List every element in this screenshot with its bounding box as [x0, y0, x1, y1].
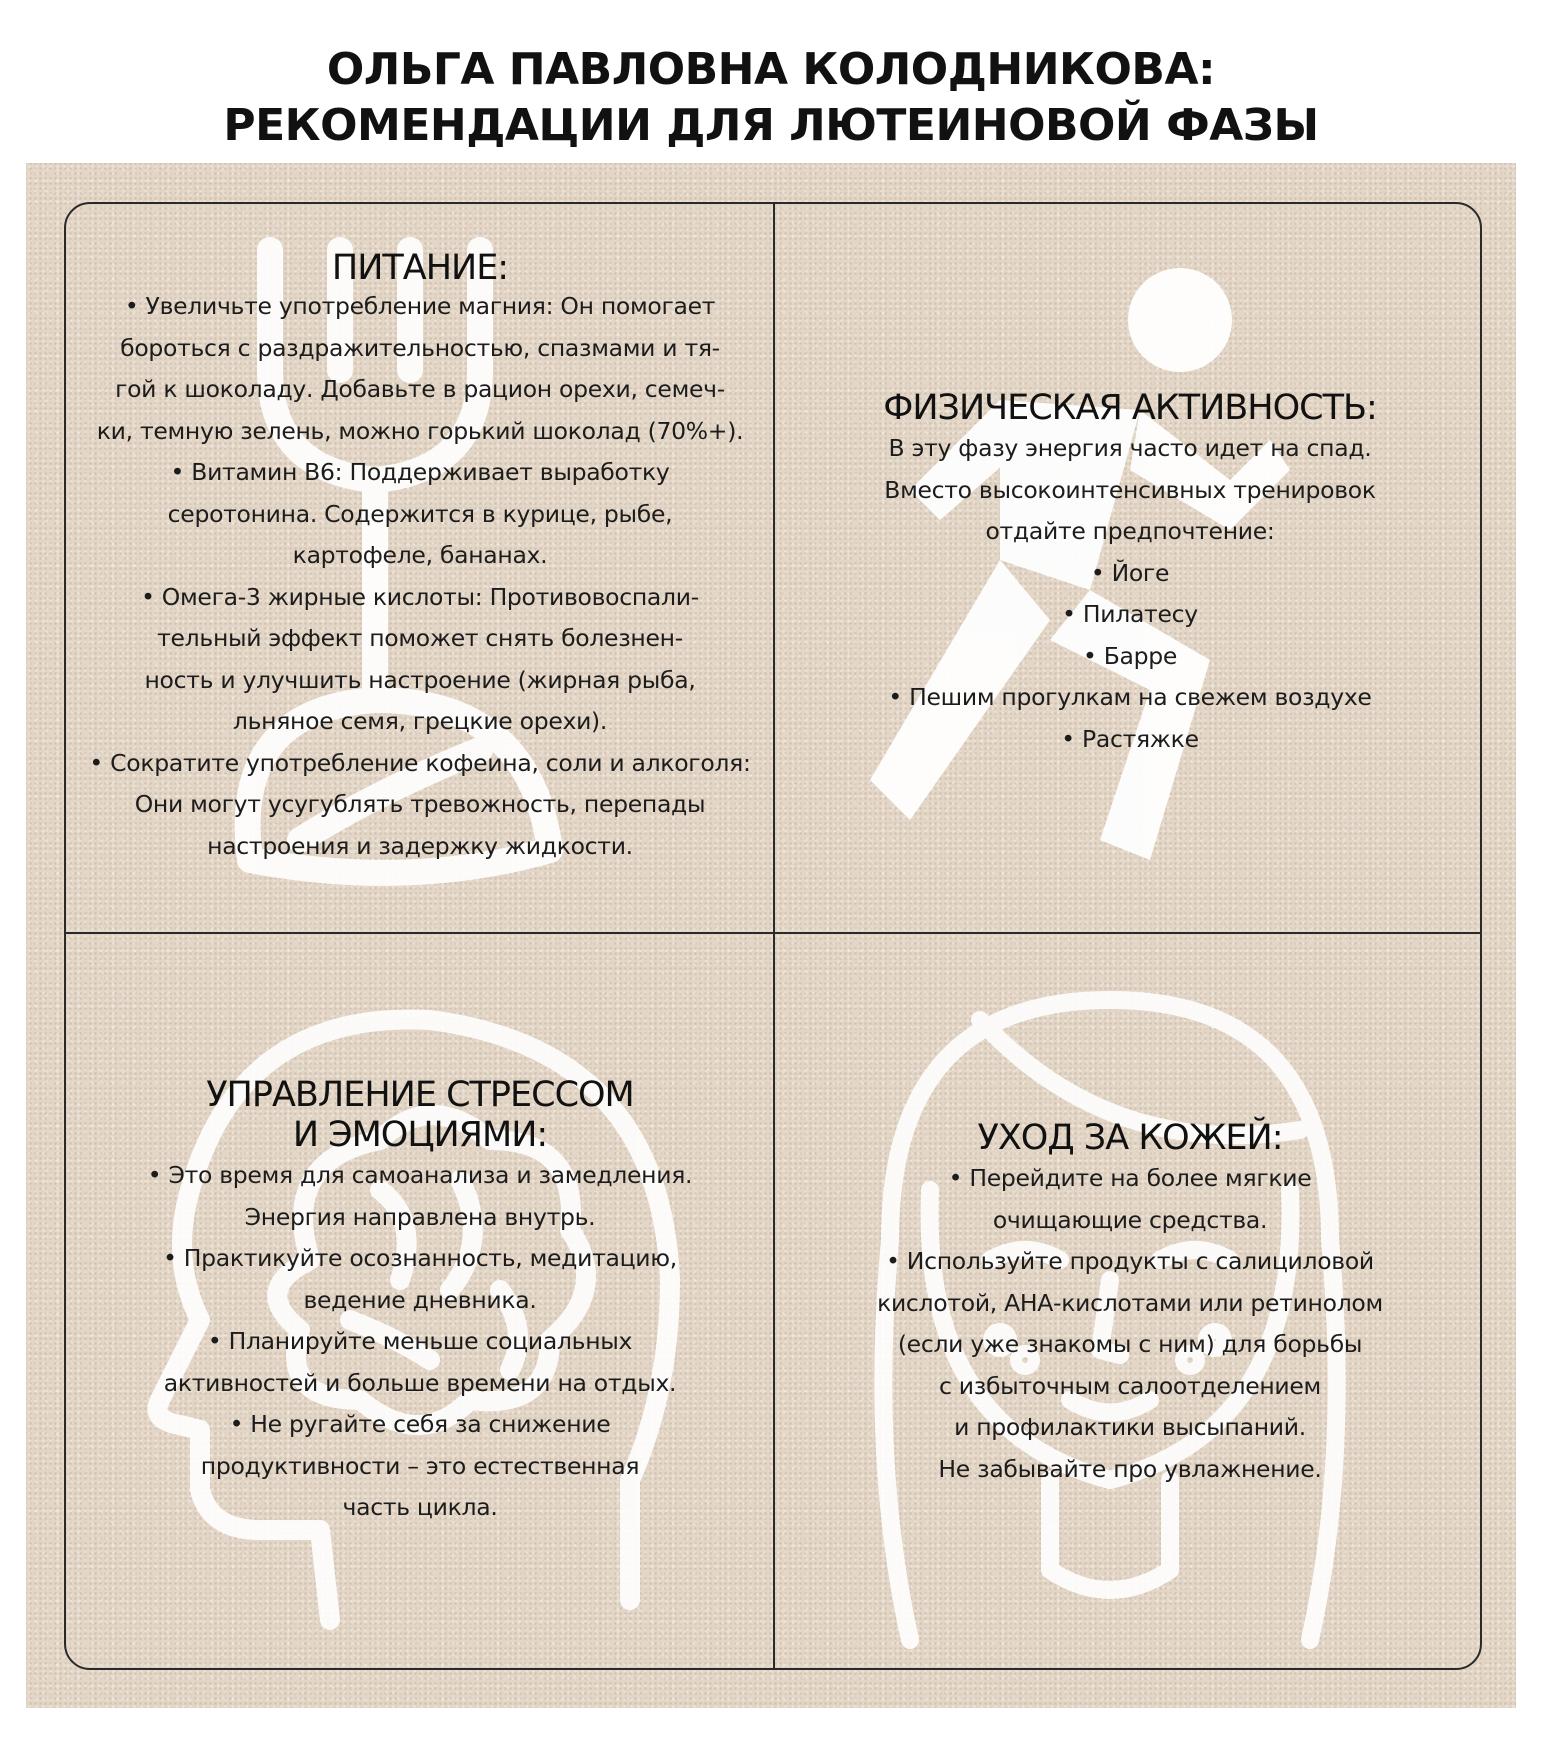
nutrition-line: Они могут усугублять тревожность, перепады: [134, 790, 706, 818]
stress-line: продуктивности – это естественная: [200, 1451, 640, 1480]
nutrition-line: • Сократите употребление кофеина, соли и алкоголя:: [89, 748, 751, 777]
nutrition-line: ность и улучшить настроение (жирная рыба,: [144, 665, 696, 694]
nutrition-line: ки, темную зелень, можно горький шоколад (70%+).: [96, 416, 744, 445]
page-title-line-1: ОЛЬГА ПАВЛОВНА КОЛОДНИКОВА:: [326, 44, 1216, 95]
stress-line: • Планируйте меньше социальных: [207, 1327, 633, 1355]
stress-line: • Не ругайте себя за снижение: [229, 1410, 611, 1438]
stress-line: активностей и больше времени на отдых.: [163, 1368, 677, 1397]
nutrition-section: [80, 248, 760, 867]
nutrition-heading: ПИТАНИЕ:: [331, 248, 509, 288]
stress-line: • Это время для самоанализа и замедления.: [147, 1161, 693, 1189]
nutrition-line: настроения и задержку жидкости.: [207, 831, 633, 860]
horizontal-divider: [64, 932, 1482, 934]
stress-section: [80, 1075, 760, 1529]
nutrition-line: серотонина. Содержится в курице, рыбе,: [167, 499, 673, 528]
skin-line: с избыточным салоотделением: [939, 1371, 1321, 1400]
skin-heading: УХОД ЗА КОЖЕЙ:: [977, 1118, 1283, 1158]
nutrition-text: [80, 286, 760, 867]
stress-line: • Практикуйте осознанность, медитацию,: [163, 1244, 677, 1272]
activity-section: [790, 388, 1470, 760]
activity-line: • Йоге: [1090, 558, 1170, 587]
activity-line: • Растяжке: [1061, 724, 1199, 753]
page-title: [0, 42, 1542, 154]
skin-line: очищающие средства.: [992, 1205, 1268, 1234]
activity-line: Вместо высокоинтенсивных тренировок: [884, 475, 1376, 504]
nutrition-line: • Омега-3 жирные кислоты: Противовоспали-: [141, 582, 699, 611]
stress-line: часть цикла.: [342, 1493, 498, 1521]
skin-line: • Перейдите на более мягкие: [948, 1164, 1312, 1192]
skin-line: и профилактики высыпаний.: [954, 1413, 1306, 1441]
skin-text: [790, 1158, 1470, 1490]
activity-line: • Пилатесу: [1062, 600, 1198, 628]
stress-heading: [80, 1075, 760, 1155]
stress-heading-line-2: И ЭМОЦИЯМИ:: [292, 1115, 548, 1155]
skin-section: [790, 1118, 1470, 1490]
skin-line: кислотой, АНА-кислотами или ретинолом: [877, 1288, 1383, 1317]
stress-line: ведение дневника.: [303, 1285, 537, 1314]
activity-heading: ФИЗИЧЕСКАЯ АКТИВНОСТЬ:: [883, 388, 1377, 428]
activity-line: В эту фазу энергия часто идет на спад.: [888, 434, 1372, 462]
nutrition-line: • Увеличьте употребление магния: Он помогает: [124, 292, 716, 320]
skin-line: • Используйте продукты с салициловой: [886, 1247, 1374, 1275]
skin-line: (если уже знакомы с ним) для борьбы: [897, 1330, 1363, 1358]
stress-line: Энергия направлена внутрь.: [244, 1202, 596, 1231]
nutrition-line: гой к шоколаду. Добавьте в рацион орехи, семеч-: [115, 375, 725, 403]
activity-line: • Барре: [1082, 641, 1178, 670]
nutrition-line: • Витамин B6: Поддерживает выработку: [170, 458, 670, 486]
activity-line: отдайте предпочтение:: [985, 517, 1275, 545]
page-title-line-2: РЕКОМЕНДАЦИИ ДЛЯ ЛЮТЕИНОВОЙ ФАЗЫ: [223, 100, 1319, 151]
nutrition-line: тельный эффект поможет снять болезнен-: [157, 624, 683, 652]
activity-text: [790, 428, 1470, 760]
nutrition-line: бороться с раздражительностью, спазмами и тя-: [120, 333, 720, 362]
skin-line: Не забывайте про увлажнение.: [938, 1454, 1322, 1483]
stress-text: [80, 1155, 760, 1529]
nutrition-line: льняное семя, грецкие орехи).: [232, 707, 608, 735]
vertical-divider: [773, 202, 775, 1670]
activity-line: • Пешим прогулкам на свежем воздухе: [888, 683, 1372, 711]
stress-heading-line-1: УПРАВЛЕНИЕ СТРЕССОМ: [206, 1075, 634, 1115]
nutrition-line: картофеле, бананах.: [292, 541, 548, 569]
